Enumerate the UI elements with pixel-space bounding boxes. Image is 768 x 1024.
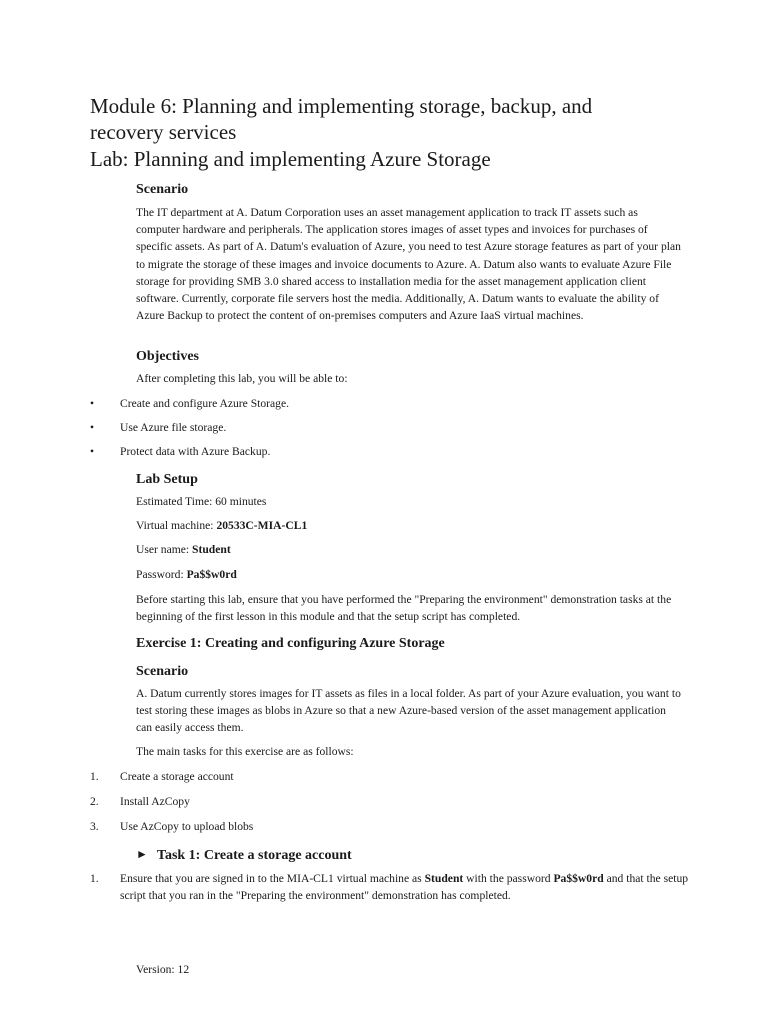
exercise1-scenario-heading: Scenario [136, 664, 189, 679]
objectives-heading: Objectives [136, 349, 199, 364]
bullet: • [90, 397, 95, 410]
password-value: Pa$$w0rd [186, 568, 237, 581]
step-text [120, 870, 690, 904]
exercise1-scenario-text: A. Datum currently stores images for IT assets as files in a local folder. As part of your Azure evaluation, you want to test storing these images as blobs in Azure so that a new Azure-based version of the asset management application can easily access them. [136, 687, 681, 735]
task-label: Use AzCopy to upload blobs [120, 820, 254, 833]
bullet: • [90, 445, 95, 458]
objective-text: Create and configure Azure Storage. [120, 397, 290, 410]
task-number: 3. [90, 820, 99, 833]
user-label: User name: [136, 543, 193, 556]
step-text-part: with the password [463, 872, 554, 885]
bullet: • [90, 421, 95, 434]
version-footer: Version: 12 [136, 963, 190, 976]
objectives-intro: After completing this lab, you will be able to: [136, 372, 348, 385]
objective-text: Use Azure file storage. [120, 421, 227, 434]
password-line [136, 566, 681, 583]
exercise1-heading: Exercise 1: Creating and configuring Azure Storage [136, 636, 445, 651]
lab-title: Lab: Planning and implementing Azure Storage [90, 147, 491, 171]
task-number: 1. [90, 770, 99, 783]
task-label: Create a storage account [120, 770, 234, 783]
step-text-part: and that the setup script that you ran in the "Preparing the environment" demonstration has completed. [120, 872, 689, 903]
task-label: Install AzCopy [120, 795, 190, 808]
task-number: 2. [90, 795, 99, 808]
estimated-time: Estimated Time: 60 minutes [136, 495, 267, 508]
vm-value: 20533C-MIA-CL1 [216, 519, 308, 532]
scenario-heading: Scenario [136, 182, 189, 197]
setup-note: Before starting this lab, ensure that you have performed the "Preparing the environment" demonstration tasks at the beginning of the first lesson in this module and that the setup script has completed. [136, 593, 672, 624]
step-user: Student [424, 872, 464, 885]
password-label: Password: [136, 568, 187, 581]
task1-title: Task 1: Create a storage account [156, 848, 352, 863]
user-value: Student [192, 543, 231, 556]
step-password: Pa$$w0rd [553, 872, 604, 885]
step-number: 1. [90, 872, 99, 885]
tasks-intro: The main tasks for this exercise are as follows: [136, 745, 354, 758]
user-name-line [136, 541, 681, 558]
module-title: Module 6: Planning and implementing storage, backup, and recovery services [90, 94, 593, 144]
triangle-right-icon: ► [136, 847, 148, 861]
objective-text: Protect data with Azure Backup. [120, 445, 271, 458]
scenario-text: The IT department at A. Datum Corporation uses an asset management application to track IT assets such as computer hardware and peripherals. The application stores images of asset types and invoices for purchases of specific assets. As part of A. Datum's evaluation of Azure, you need to test Azure storage features as part of your plan to migrate the storage of these images and invoice documents to Azure. A. Datum also wants to evaluate Azure File storage for providing SMB 3.0 shared access to installation media for the asset management application client software. Currently, corporate file servers host the media. Additionally, A. Datum wants to evaluate the ability of Azure Backup to protect the content of on-premises computers and Azure IaaS virtual machines. [136, 206, 681, 323]
vm-label: Virtual machine: [136, 519, 217, 532]
lab-setup-heading: Lab Setup [136, 472, 198, 487]
step-text-part: Ensure that you are signed in to the MIA-CL1 virtual machine as [120, 872, 425, 885]
task1-heading [136, 847, 352, 864]
virtual-machine-line [136, 517, 681, 534]
